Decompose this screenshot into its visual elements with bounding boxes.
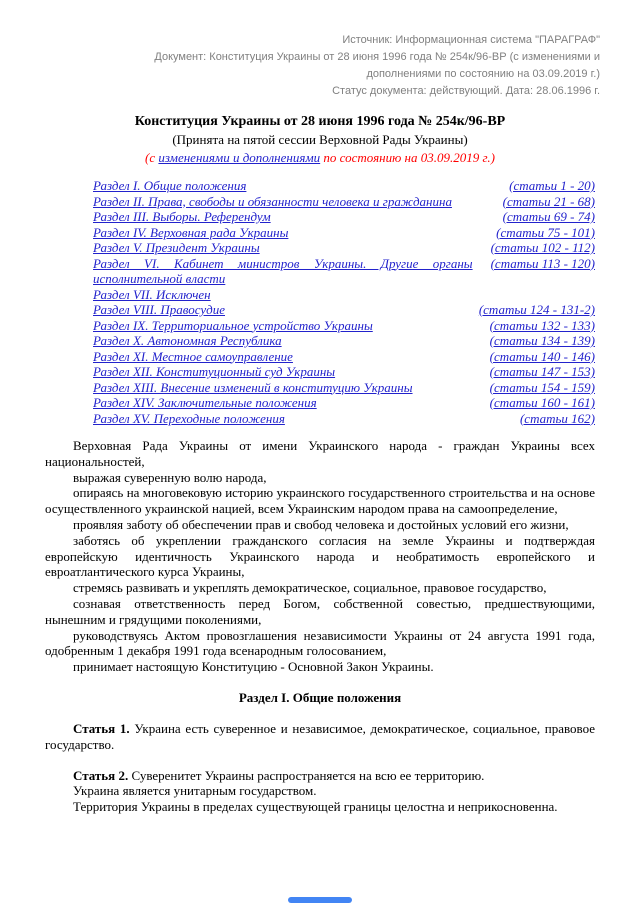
toc-link-section-13[interactable]: Раздел XIII. Внесение изменений в конституцию Украины — [93, 379, 413, 395]
toc-row — [93, 302, 595, 318]
toc-link-section-12[interactable]: Раздел XII. Конституционный суд Украины — [93, 364, 336, 379]
preamble-paragraph: стремясь развивать и укреплять демократическое, социальное, правовое государство, — [73, 580, 547, 596]
scroll-indicator[interactable] — [288, 897, 352, 903]
toc-articles-section-11[interactable]: (статьи 140 - 146) — [489, 348, 595, 364]
meta-document-line: Документ: Конституция Украины от 28 июня 1996 года № 254к/96-ВР (с изменениями и дополнениями по состоянию на 03.09.2019 г.) — [154, 51, 600, 80]
toc-link-section-11[interactable]: Раздел XI. Местное самоуправление — [93, 348, 293, 364]
toc-link-section-14[interactable]: Раздел XIV. Заключительные положения — [93, 395, 317, 410]
preamble-paragraph: сознавая ответственность перед Богом, собственной совестью, предшествующими, нынешним и грядущими поколениями, — [45, 595, 595, 627]
amendment-suffix: по состоянию на 03.09.2019 г.) — [320, 150, 495, 165]
article-1-text: Украина есть суверенное и независимое, демократическое, социальное, правовое государство. — [45, 720, 596, 752]
toc-link-section-15[interactable]: Раздел XV. Переходные положения — [93, 410, 285, 426]
toc-row — [93, 256, 595, 287]
toc-articles-section-10[interactable]: (статьи 134 - 139) — [489, 333, 595, 348]
meta-source-line: Источник: Информационная система "ПАРАГРАФ" — [342, 34, 600, 46]
toc-articles-section-13[interactable]: (статьи 154 - 159) — [489, 379, 595, 395]
toc-link-section-4[interactable]: Раздел IV. Верховная рада Украины — [93, 224, 289, 240]
toc-articles-section-6[interactable]: (статьи 113 - 120) — [490, 255, 595, 271]
toc-row — [93, 178, 595, 194]
toc-articles-section-1[interactable]: (статьи 1 - 20) — [509, 178, 595, 193]
toc-link-section-1[interactable]: Раздел I. Общие положения — [93, 178, 247, 193]
toc-row — [93, 380, 595, 396]
section-1-heading: Раздел I. Общие положения — [238, 689, 402, 705]
preamble-paragraph: руководствуясь Актом провозглашения независимости Украины от 24 августа 1991 года, одобренным 1 декабря 1991 года всенародным голосованием, — [45, 627, 595, 659]
toc-link-section-5[interactable]: Раздел V. Президент Украины — [93, 240, 260, 255]
table-of-contents — [93, 178, 595, 426]
toc-articles-section-8[interactable]: (статьи 124 - 131-2) — [478, 302, 595, 317]
document-body — [45, 438, 595, 815]
document-meta — [130, 0, 600, 100]
toc-articles-section-5[interactable]: (статьи 102 - 112) — [490, 240, 595, 255]
amendments-link[interactable]: изменениями и дополнениями — [158, 150, 321, 165]
toc-link-section-10[interactable]: Раздел X. Автономная Республика — [93, 333, 282, 348]
toc-link-section-2[interactable]: Раздел II. Права, свободы и обязанности человека и гражданина — [93, 193, 452, 209]
toc-row — [93, 240, 595, 256]
amendment-note — [0, 149, 640, 167]
document-subtitle: (Принята на пятой сессии Верховной Рады Украины) — [172, 132, 468, 147]
toc-row — [93, 349, 595, 365]
toc-row — [93, 318, 595, 334]
preamble-paragraph: Верховная Рада Украины от имени Украинского народа - граждан Украины всех национальностей, — [45, 438, 595, 469]
toc-link-section-7[interactable]: Раздел VII. Исключен — [93, 286, 211, 302]
article-2-text: Суверенитет Украины распространяется на всю ее территорию. — [131, 767, 485, 783]
toc-row — [93, 209, 595, 225]
article-2-label: Статья 2. — [73, 767, 129, 783]
preamble-paragraph: заботясь об укреплении гражданского согласия на земле Украины и подтверждая европейскую идентичность Украинского народа и необратимость европейского и евроатлантического курса Украины, — [45, 532, 595, 580]
article-2-paragraph: Территория Украины в пределах существующей границы целостна и неприкосновенна. — [73, 799, 558, 815]
toc-row — [93, 411, 595, 427]
toc-articles-section-2[interactable]: (статьи 21 - 68) — [502, 193, 595, 209]
preamble-paragraph: выражая суверенную волю народа, — [73, 469, 267, 485]
toc-row — [93, 395, 595, 411]
toc-articles-section-4[interactable]: (статьи 75 - 101) — [496, 224, 595, 240]
toc-row — [93, 225, 595, 241]
meta-status-line: Статус документа: действующий. Дата: 28.06.1996 г. — [332, 85, 600, 97]
toc-row — [93, 333, 595, 349]
article-1-label: Статья 1. — [73, 720, 130, 736]
toc-link-section-9[interactable]: Раздел IX. Территориальное устройство Украины — [93, 317, 373, 333]
toc-articles-section-15[interactable]: (статьи 162) — [519, 410, 595, 426]
toc-articles-section-9[interactable]: (статьи 132 - 133) — [489, 317, 595, 333]
preamble-paragraph: опираясь на многовековую историю украинского государственного строительства и на основе осуществленного украинской нацией, всем Украинским народом права на самоопределение, — [45, 485, 595, 517]
toc-articles-section-3[interactable]: (статьи 69 - 74) — [502, 209, 595, 224]
document-title: Конституция Украины от 28 июня 1996 года № 254к/96-ВР — [134, 114, 506, 129]
preamble-paragraph: принимает настоящую Конституцию - Основной Закон Украины. — [73, 659, 434, 675]
article-2-paragraph: Украина является унитарным государством. — [73, 783, 317, 799]
toc-link-section-6[interactable]: Раздел VI. Кабинет министров Украины. Другие органы исполнительной власти — [93, 255, 473, 286]
toc-articles-section-12[interactable]: (статьи 147 - 153) — [489, 364, 595, 379]
article-2-paragraph — [45, 768, 595, 784]
preamble-paragraph: проявляя заботу об обеспечении прав и свобод человека и достойных условий его жизни, — [73, 516, 569, 532]
toc-row — [93, 364, 595, 380]
article-1-paragraph — [45, 721, 595, 753]
toc-link-section-3[interactable]: Раздел III. Выборы. Референдум — [93, 209, 271, 224]
toc-link-section-8[interactable]: Раздел VIII. Правосудие — [93, 302, 225, 317]
toc-row — [93, 287, 595, 303]
toc-row — [93, 194, 595, 210]
toc-articles-section-14[interactable]: (статьи 160 - 161) — [489, 395, 595, 410]
amendment-prefix: (с — [145, 150, 159, 165]
